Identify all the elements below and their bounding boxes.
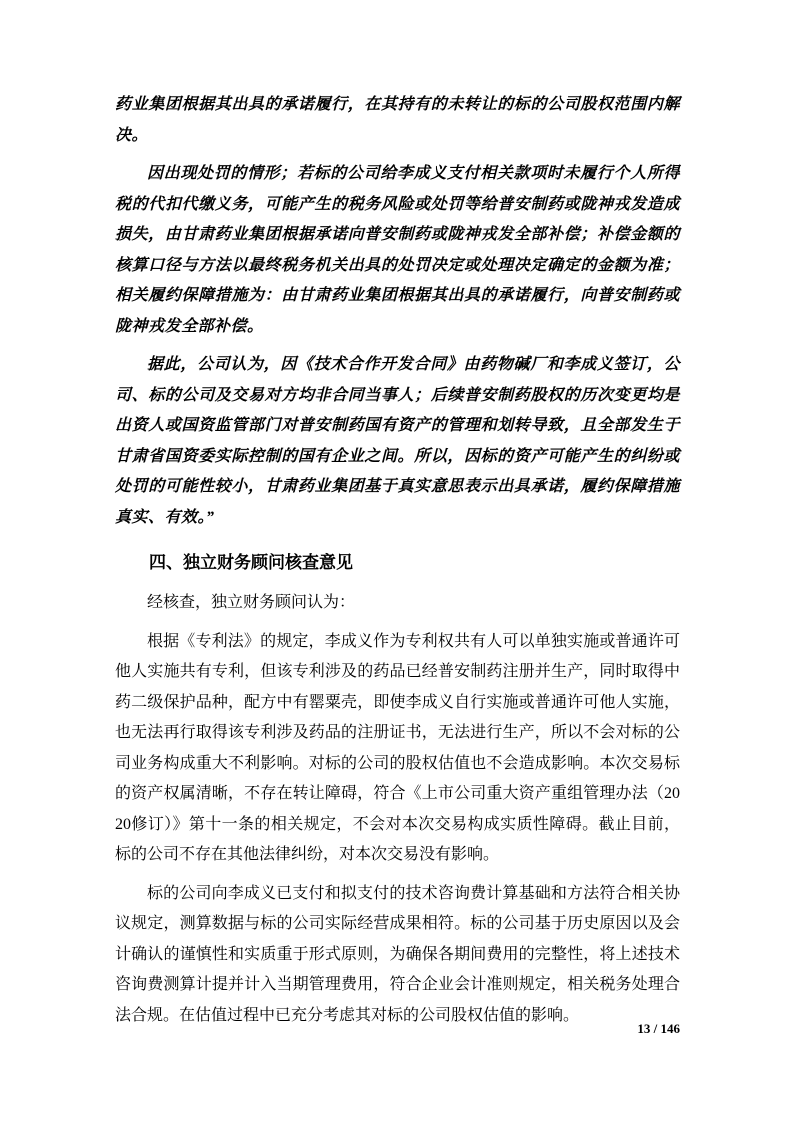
body-paragraph-intro: 经核查，独立财务顾问认为： xyxy=(147,594,356,611)
quoted-paragraph: 因出现处罚的情形；若标的公司给李成义支付相关款项时未履行个人所得税的代扣代缴义务，可能产生的税务风险或处罚等给普安制药或陇神戎发造成损失，由甘肃药业集团根据承诺向普安制药或陇神戎发全部补偿；补偿金额的核算口径与方法以最终税务机关出具的处罚决定或处理决定确定的金额为准；相关履约保障措施为：由甘肃药业集团根据其出具的承诺履行，向普安制药或陇神戎发全部补偿。 xyxy=(115,165,680,335)
quoted-paragraph-continuation: 药业集团根据其出具的承诺履行，在其持有的未转让的标的公司股权范围内解决。 xyxy=(115,96,680,144)
quoted-paragraph: 据此，公司认为，因《技术合作开发合同》由药物碱厂和李成义签订，公司、标的公司及交易对方均非合同当事人；后续普安制药股权的历次变更均是出资人或国资监管部门对普安制药国有资产的管理和划转导致，且全部发生于甘肃省国资委实际控制的国有企业之间。所以，因标的资产可能产生的纠纷或处罚的可能性较小，甘肃药业集团基于真实意思表示出具承诺，履约保障措施真实、有效。” xyxy=(115,356,680,526)
body-paragraph: 标的公司向李成义已支付和拟支付的技术咨询费计算基础和方法符合相关协议规定，测算数据与标的公司实际经营成果相符。标的公司基于历史原因以及会计确认的谨慎性和实质重于形式原则，为确保各期间费用的完整性，将上述技术咨询费测算计提并计入当期管理费用，符合企业会计准则规定，相关税务处理合法合规。在估值过程中已充分考虑其对标的公司股权估值的影响。 xyxy=(115,884,680,1024)
page-number: 13 / 146 xyxy=(637,1021,680,1036)
body-paragraph: 根据《专利法》的规定，李成义作为专利权共有人可以单独实施或普通许可他人实施共有专利，但该专利涉及的药品已经普安制药注册并生产，同时取得中药二级保护品种，配方中有罂粟壳，即使李成义自行实施或普通许可他人实施，也无法再行取得该专利涉及药品的注册证书，无法进行生产，所以不会对标的公司业务构成重大不利影响。对标的公司的股权估值也不会造成影响。本次交易标的资产权属清晰，不存在转让障碍，符合《上市公司重大资产重组管理办法（2020修订）》第十一条的相关规定，不会对本次交易构成实质性障碍。截止目前，标的公司不存在其他法律纠纷，对本次交易没有影响。 xyxy=(115,632,680,863)
section-heading: 四、独立财务顾问核查意见 xyxy=(149,553,353,572)
document-body xyxy=(115,90,680,1031)
